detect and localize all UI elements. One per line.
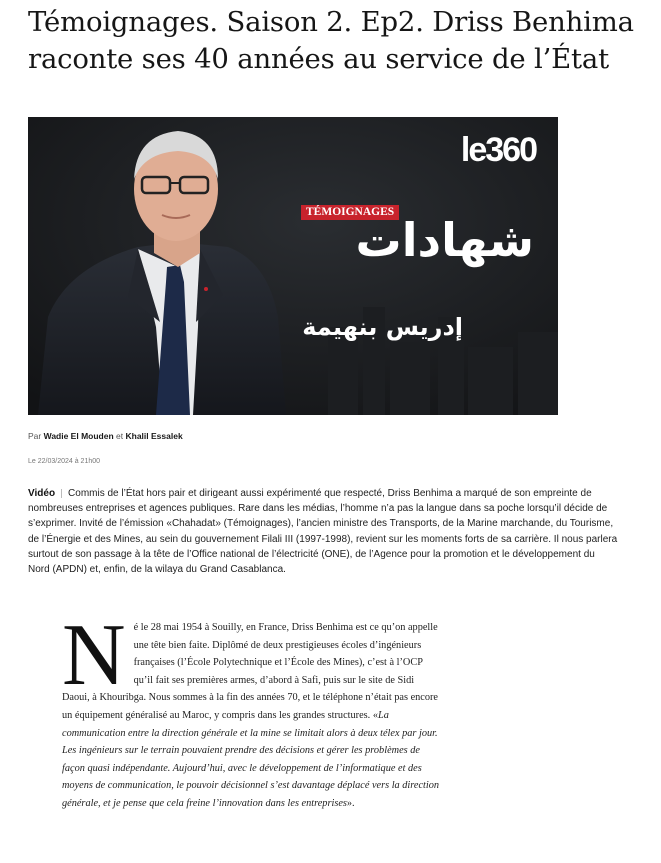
byline-prefix: Par [28, 431, 42, 441]
video-tag[interactable]: Vidéo [28, 488, 56, 499]
article-body [62, 607, 444, 813]
body-text: é le 28 mai 1954 à Souilly, en France, Driss Benhima est ce qu’on appelle une tête bien faite. Diplômé de deux prestigieuses écoles d’ingénieurs françaises (l’École Polytechnique et l’École des Mines), c’est à l’OCP qu’il fait ses premières armes, d’abord à Safi, puis sur le site de Sidi Daoui, à Khouribga. Nous sommes à la fin des années 70, et le téléphone n’était pas encore un équipement généralisé au Maroc, y compris dans les grandes structures. [62, 622, 439, 721]
byline [28, 431, 183, 441]
le360-logo: le360 [460, 131, 536, 169]
arabic-show-title: شهادات [355, 213, 534, 267]
hero-video-thumbnail[interactable] [28, 117, 558, 415]
article-lead [28, 486, 618, 577]
author-link-2[interactable]: Khalil Essalek [125, 431, 183, 441]
byline-conj: et [116, 431, 124, 441]
lead-text: Commis de l’État hors pair et dirigeant aussi expérimenté que respecté, Driss Benhima a marqué de son empreinte de nombreuses entreprises et agences publiques. Rare dans les médias, l’homme n’a pas la langue dans sa poche lorsqu’il décide de s’exprimer. Invité de l’émission «Chahadat» (Témoignages), l’ancien ministre des Transports, de la Marine marchande, du Tourisme, de l’Énergie et des Mines, au sein du gouvernement Filali III (1997-1998), revient sur les moments forts de sa carrière. Il nous parlera surtout de son passage à la tête de l’Office national de l’électricité (ONE), de l’Agence pour la promotion et le développement du Nord (APDN) et, enfin, de la wilaya du Grand Casablanca. [28, 488, 618, 576]
temoignages-badge: TÉMOIGNAGES [301, 205, 399, 220]
publish-date: Le 22/03/2024 à 21h00 [28, 458, 101, 465]
body-quote: La communication entre la direction générale et la mine se limitait alors à deux télex par jour. Les ingénieurs sur le terrain pouvaient prendre des décisions et gérer les problèmes de façon quasi indépendante. Aujourd’hui, avec le développement de l’informatique et des moyens de communication, le pouvoir décisionnel s’est davantage déplacé vers la direction générale, et je pense que cela freine l’innovation dans les entreprises [62, 709, 440, 809]
article-title: Témoignages. Saison 2. Ep2. Driss Benhima raconte ses 40 années au service de l’État [28, 6, 634, 75]
quote-close: ». [346, 797, 355, 809]
drop-cap: N [62, 607, 126, 704]
tag-separator [61, 489, 62, 498]
author-link-1[interactable]: Wadie El Mouden [43, 431, 114, 441]
quote-open: « [372, 709, 378, 721]
arabic-guest-name: إدريس بنهيمة [302, 313, 463, 341]
